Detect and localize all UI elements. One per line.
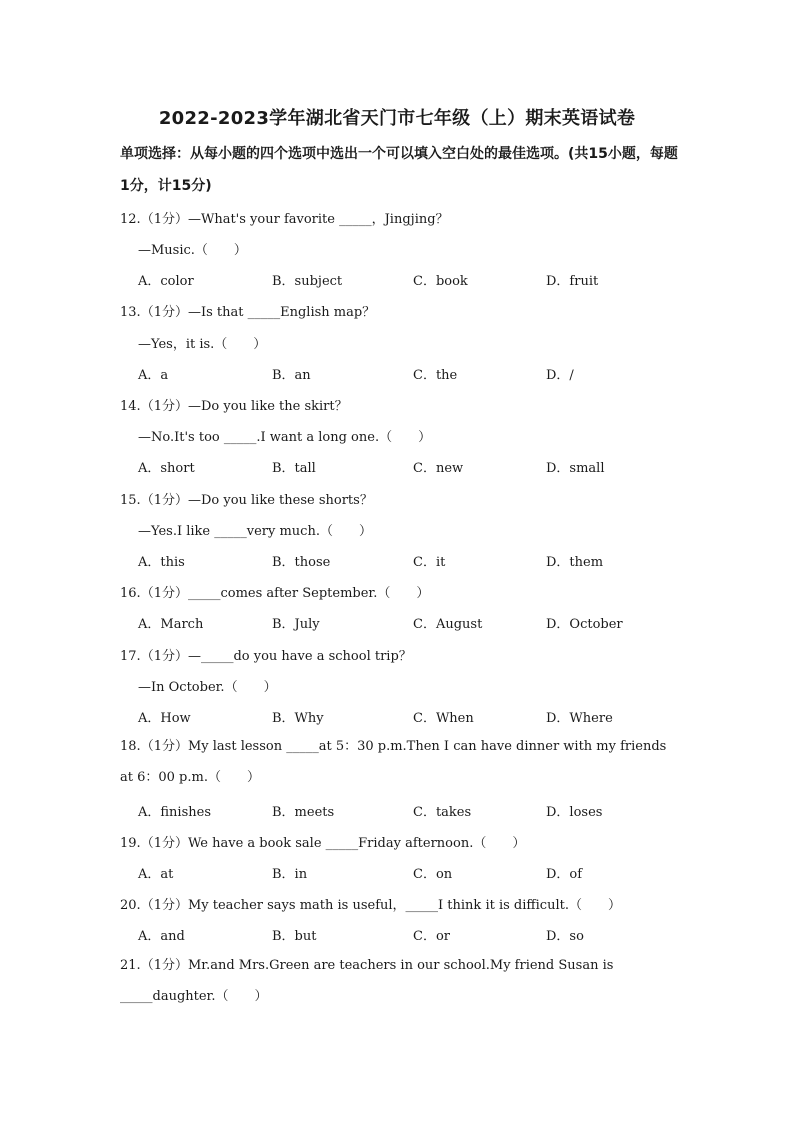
option-d: D．so bbox=[546, 929, 584, 944]
question-18 bbox=[120, 731, 676, 793]
option-a: A．color bbox=[138, 274, 194, 289]
option-a: A．and bbox=[138, 929, 185, 944]
option-c: C．August bbox=[413, 617, 483, 632]
question-score: （1分） bbox=[140, 399, 188, 414]
question-17 bbox=[120, 645, 412, 664]
question-score: （1分） bbox=[140, 305, 188, 320]
question-score: （1分） bbox=[140, 493, 188, 508]
question-15-response: —Yes.I like _____very much.（ ） bbox=[138, 524, 372, 539]
question-19 bbox=[120, 832, 525, 851]
question-13-response: —Yes，it is.（ ） bbox=[138, 337, 267, 352]
question-stem: —_____do you have a school trip？ bbox=[187, 649, 412, 664]
option-d: D．Where bbox=[546, 711, 613, 726]
question-number: 21. bbox=[120, 958, 141, 973]
question-number: 13. bbox=[120, 305, 141, 320]
option-a: A．How bbox=[138, 711, 191, 726]
option-b: B．tall bbox=[272, 461, 316, 476]
option-c: C．book bbox=[413, 274, 468, 289]
question-stem: —Do you like the skirt？ bbox=[187, 399, 348, 414]
question-12-response: —Music.（ ） bbox=[138, 243, 247, 258]
question-number: 20. bbox=[120, 898, 141, 913]
question-stem: Mr.and Mrs.Green are teachers in our school.My friend Susan is _____daughter.（ ） bbox=[120, 958, 614, 1004]
option-c: C．on bbox=[413, 867, 453, 882]
option-b: B．Why bbox=[272, 711, 324, 726]
option-b: B．subject bbox=[272, 274, 343, 289]
question-stem: —Is that _____English map？ bbox=[187, 305, 376, 320]
option-b: B．July bbox=[272, 617, 320, 632]
question-stem: My teacher says math is useful，_____I think it is difficult.（ ） bbox=[187, 898, 621, 913]
question-score: （1分） bbox=[140, 898, 188, 913]
question-number: 17. bbox=[120, 649, 141, 664]
option-c: C．the bbox=[413, 368, 458, 383]
option-b: B．in bbox=[272, 867, 308, 882]
option-d: D．of bbox=[546, 867, 583, 882]
option-a: A．this bbox=[138, 555, 185, 570]
question-15 bbox=[120, 489, 373, 508]
question-score: （1分） bbox=[140, 958, 188, 973]
question-16 bbox=[120, 582, 429, 601]
option-c: C．or bbox=[413, 929, 450, 944]
option-d: D．small bbox=[546, 461, 605, 476]
option-d: D．fruit bbox=[546, 274, 599, 289]
section-heading: 单项选择：从每小题的四个选项中选出一个可以填入空白处的最佳选项。(共15小题，每题1分，计15分) bbox=[120, 146, 678, 194]
question-number: 18. bbox=[120, 739, 141, 754]
option-b: B．but bbox=[272, 929, 317, 944]
question-score: （1分） bbox=[140, 836, 188, 851]
option-b: B．an bbox=[272, 368, 311, 383]
question-stem: We have a book sale _____Friday afternoon.（ ） bbox=[187, 836, 526, 851]
option-d: D．loses bbox=[546, 805, 603, 820]
option-a: A．finishes bbox=[138, 805, 211, 820]
option-a: A．short bbox=[138, 461, 195, 476]
option-a: A．March bbox=[138, 617, 204, 632]
question-score: （1分） bbox=[140, 586, 188, 601]
question-score: （1分） bbox=[140, 649, 188, 664]
question-21 bbox=[120, 950, 676, 1012]
question-stem: _____comes after September.（ ） bbox=[187, 586, 430, 601]
option-a: A．a bbox=[138, 368, 169, 383]
option-b: B．those bbox=[272, 555, 331, 570]
option-b: B．meets bbox=[272, 805, 335, 820]
option-c: C．it bbox=[413, 555, 446, 570]
question-stem: My last lesson _____at 5：30 p.m.Then I can have dinner with my friends at 6：00 p.m.（ ） bbox=[120, 739, 667, 785]
question-number: 15. bbox=[120, 493, 141, 508]
option-c: C．When bbox=[413, 711, 474, 726]
question-score: （1分） bbox=[140, 739, 188, 754]
question-13 bbox=[120, 301, 375, 320]
question-number: 12. bbox=[120, 212, 141, 227]
question-stem: —What's your favorite _____，Jingjing？ bbox=[187, 212, 449, 227]
option-d: D．/ bbox=[546, 368, 574, 383]
question-number: 14. bbox=[120, 399, 141, 414]
question-14 bbox=[120, 395, 348, 414]
question-17-response: —In October.（ ） bbox=[138, 680, 277, 695]
option-c: C．new bbox=[413, 461, 464, 476]
question-12 bbox=[120, 208, 449, 227]
option-a: A．at bbox=[138, 867, 174, 882]
question-stem: —Do you like these shorts？ bbox=[187, 493, 373, 508]
question-14-response: —No.It's too _____.I want a long one.（ ） bbox=[138, 430, 432, 445]
option-d: D．October bbox=[546, 617, 623, 632]
option-c: C．takes bbox=[413, 805, 472, 820]
exam-title: 2022-2023学年湖北省天门市七年级（上）期末英语试卷 bbox=[158, 108, 636, 129]
question-20 bbox=[120, 894, 621, 913]
question-score: （1分） bbox=[140, 212, 188, 227]
question-number: 19. bbox=[120, 836, 141, 851]
option-d: D．them bbox=[546, 555, 604, 570]
question-number: 16. bbox=[120, 586, 141, 601]
